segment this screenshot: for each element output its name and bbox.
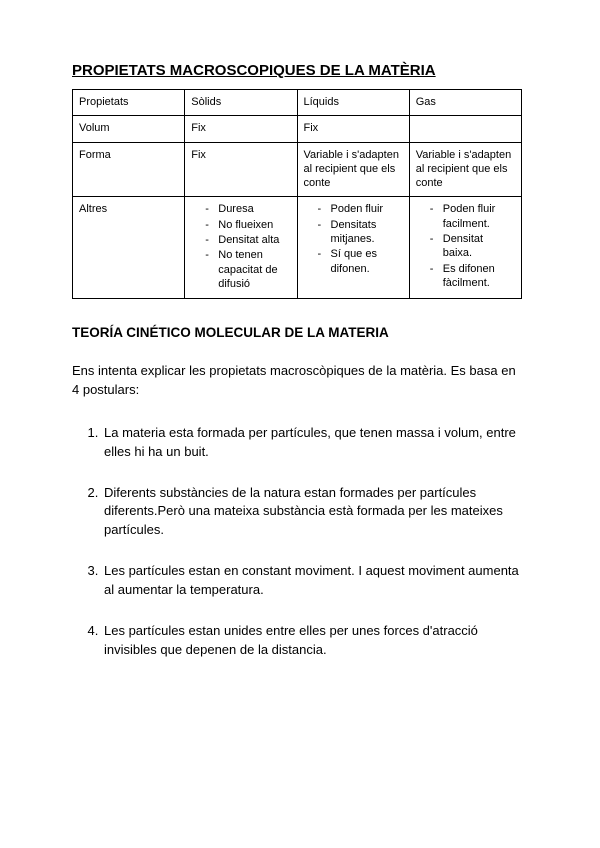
row-label-volum: Volum xyxy=(73,116,185,142)
altres-gas-list xyxy=(416,202,515,290)
list-item: - No tenen capacitat de difusió xyxy=(205,248,290,291)
table-row-altres xyxy=(73,197,522,299)
postulates-list xyxy=(72,424,524,660)
postulate-item: 2. Diferents substàncies de la natura estan formades per partícules diferents.Però una mateixa substància està formada per les mateixes partícules. xyxy=(102,484,524,541)
section-heading: TEORÍA CINÉTICO MOLECULAR DE LA MATERIA xyxy=(72,325,389,341)
cell-altres-liquids xyxy=(297,197,409,299)
cell-volum-liquids: Fix xyxy=(297,116,409,142)
altres-liquids-list xyxy=(304,202,403,275)
postulate-item: 3. Les partícules estan en constant moviment. I aquest moviment aumenta al aumentar la temperatura. xyxy=(102,562,524,600)
list-item: - No flueixen xyxy=(205,218,290,232)
list-item: - Densitats mitjanes. xyxy=(318,218,403,247)
cell-forma-gas: Variable i s'adapten al recipient que els conte xyxy=(409,142,521,197)
col-header-liquids: Líquids xyxy=(297,90,409,116)
properties-table xyxy=(72,89,522,299)
table-row-volum xyxy=(73,116,522,142)
list-item: - Densitat alta xyxy=(205,233,290,247)
list-item: - Poden fluir facilment. xyxy=(430,202,515,231)
postulate-item: 4. Les partícules estan unides entre elles per unes forces d'atracció invisibles que depenen de la distancia. xyxy=(102,622,524,660)
cell-altres-gas xyxy=(409,197,521,299)
cell-volum-solids: Fix xyxy=(185,116,297,142)
cell-volum-gas xyxy=(409,116,521,142)
list-item: - Densitat baixa. xyxy=(430,232,515,261)
list-item: - Sí que es difonen. xyxy=(318,247,403,276)
altres-solids-list xyxy=(191,202,290,291)
section-intro: Ens intenta explicar les propietats macroscòpiques de la matèria. Es basa en 4 postulars: xyxy=(72,363,516,398)
col-header-gas: Gas xyxy=(409,90,521,116)
col-header-solids: Sòlids xyxy=(185,90,297,116)
table-row-forma xyxy=(73,142,522,197)
list-item: - Es difonen fàcilment. xyxy=(430,262,515,291)
cell-forma-solids: Fix xyxy=(185,142,297,197)
row-label-altres: Altres xyxy=(73,197,185,299)
cell-forma-liquids: Variable i s'adapten al recipient que els conte xyxy=(297,142,409,197)
table-header-row xyxy=(73,90,522,116)
list-item: - Duresa xyxy=(205,202,290,216)
cell-altres-solids xyxy=(185,197,297,299)
row-label-forma: Forma xyxy=(73,142,185,197)
col-header-propietats: Propietats xyxy=(73,90,185,116)
postulate-item: 1. La materia esta formada per partícules, que tenen massa i volum, entre elles hi ha un buit. xyxy=(102,424,524,462)
page-title: PROPIETATS MACROSCOPIQUES DE LA MATÈRIA xyxy=(72,62,436,79)
list-item: - Poden fluir xyxy=(318,202,403,216)
